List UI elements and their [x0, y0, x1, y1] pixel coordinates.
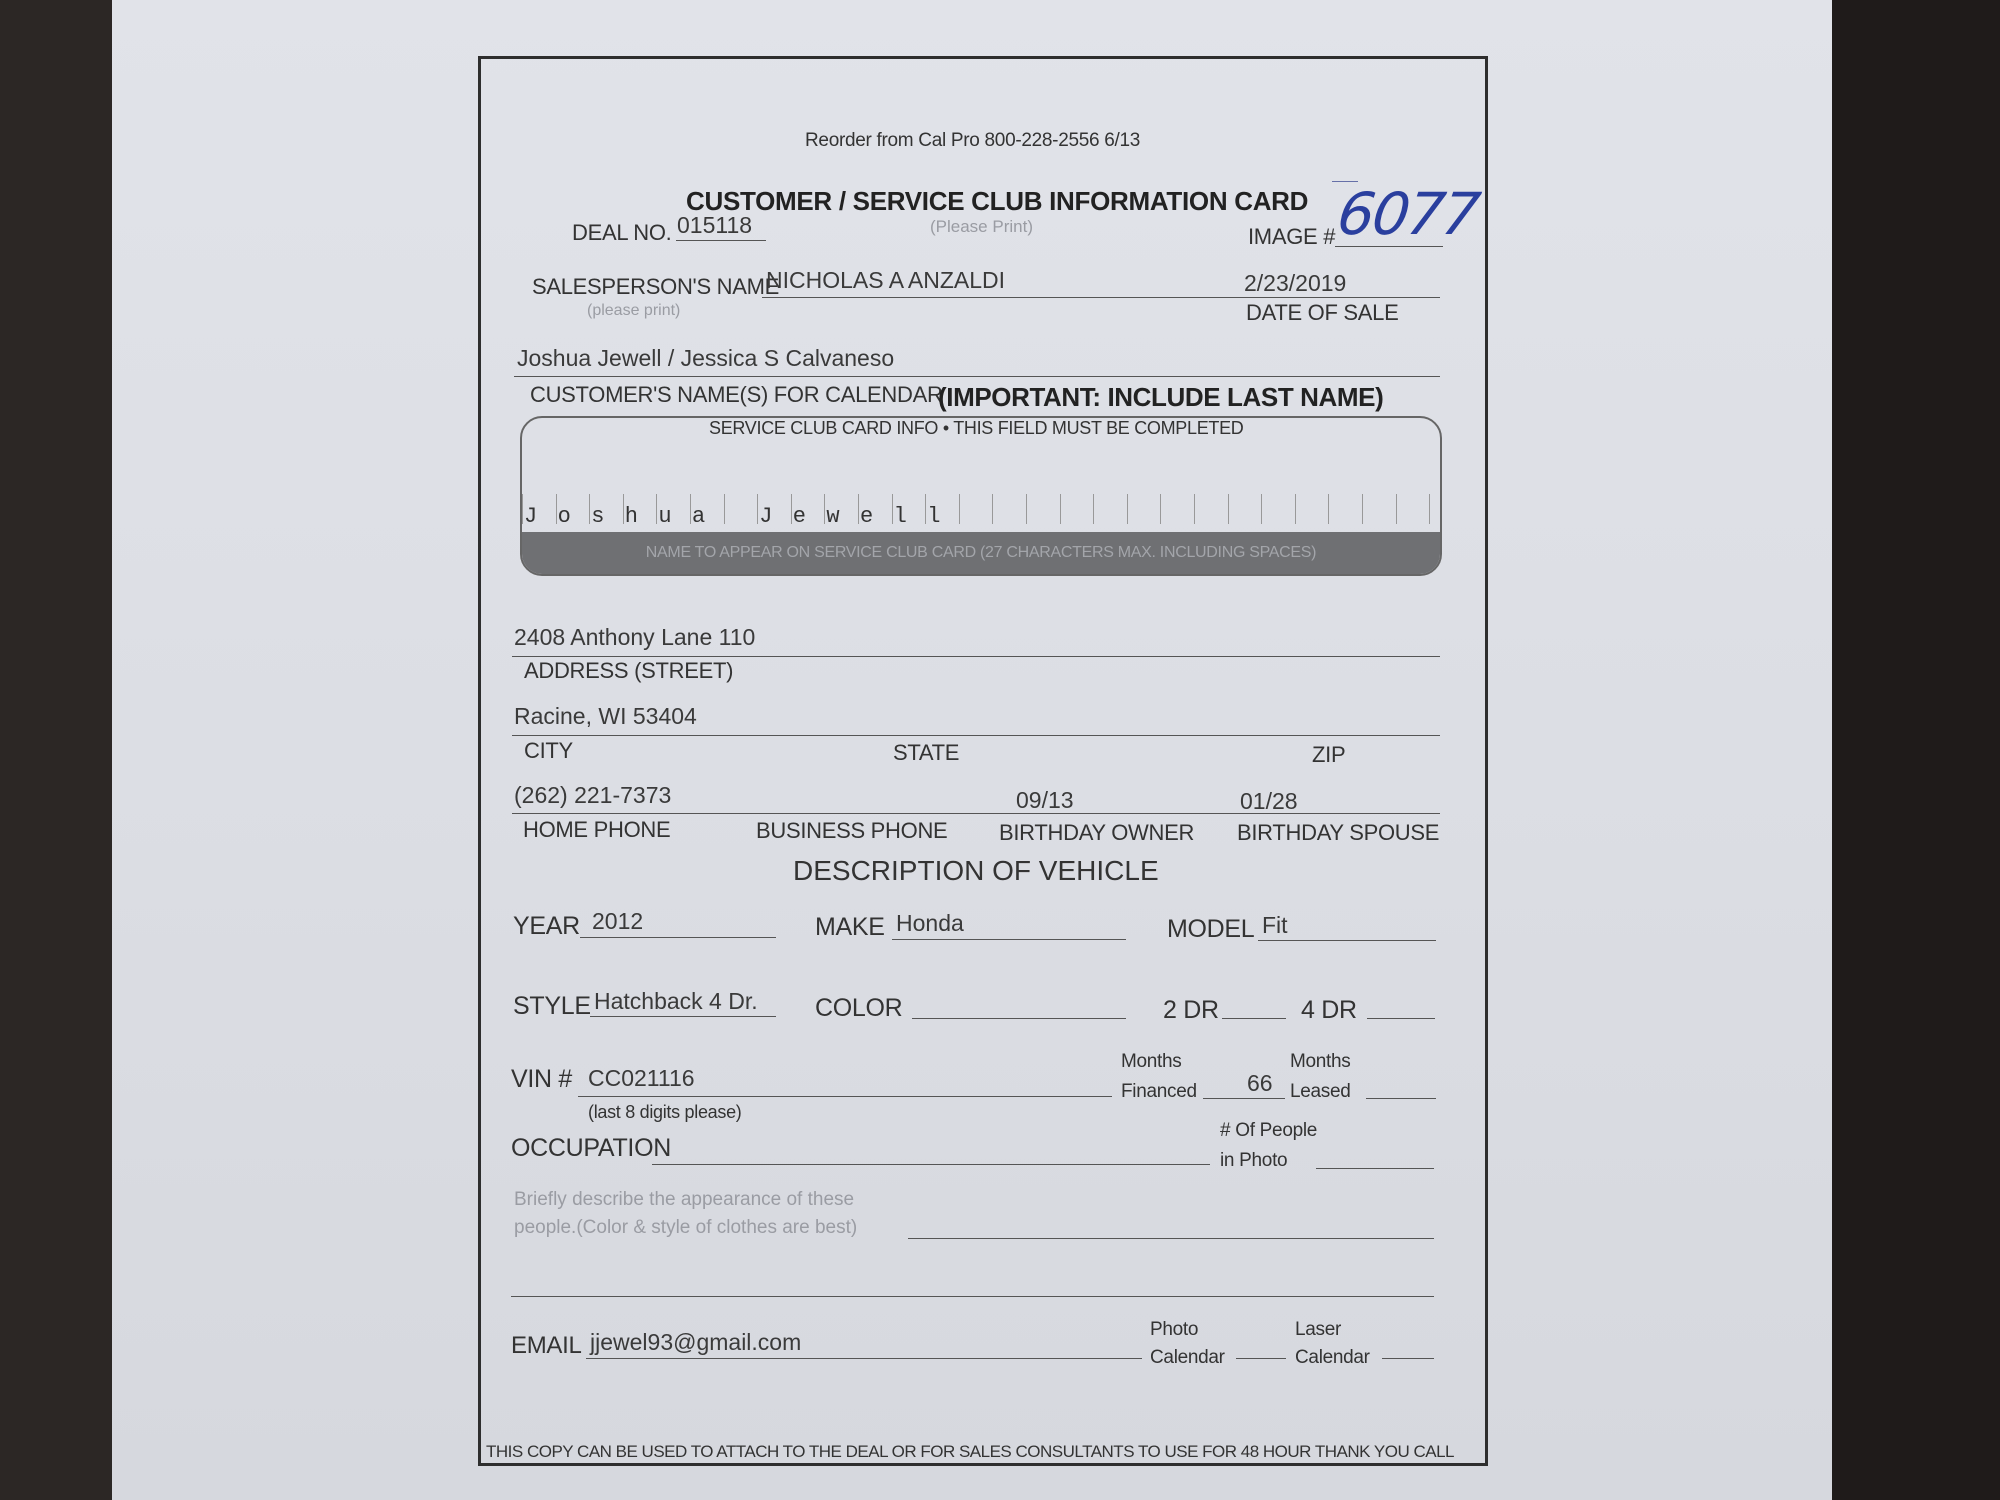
- character-cell-divider: [623, 494, 624, 524]
- style-line: [590, 1016, 776, 1017]
- four-door-line: [1367, 1018, 1435, 1019]
- service-club-header: SERVICE CLUB CARD INFO • THIS FIELD MUST BE COMPLETED: [709, 418, 1244, 438]
- year-value: 2012: [592, 908, 644, 934]
- birthday-owner-value: 09/13: [1016, 787, 1074, 813]
- salesperson-label: SALESPERSON'S NAME: [532, 274, 779, 299]
- character-cell-divider: [1060, 494, 1061, 524]
- describe-note-2: people.(Color & style of clothes are best): [514, 1217, 858, 1238]
- vin-sub-note: (last 8 digits please): [588, 1102, 742, 1122]
- people-in-photo-line: [1316, 1168, 1434, 1169]
- make-label: MAKE: [815, 913, 885, 941]
- character-cell-divider: [757, 494, 758, 524]
- photo-calendar-line: [1236, 1358, 1286, 1359]
- people-in-photo-label-2: in Photo: [1220, 1150, 1288, 1171]
- character-cell: l: [927, 504, 941, 529]
- character-cell-divider: [892, 494, 893, 524]
- photo-calendar-label-2: Calendar: [1150, 1347, 1225, 1368]
- photo-calendar-label-1: Photo: [1150, 1319, 1199, 1340]
- city-label: CITY: [524, 738, 573, 763]
- make-line: [892, 939, 1126, 940]
- model-value: Fit: [1262, 912, 1288, 938]
- character-cell-divider: [1026, 494, 1027, 524]
- customer-names-label: CUSTOMER'S NAME(S) FOR CALENDAR: [530, 382, 943, 407]
- character-cell-divider: [1396, 494, 1397, 524]
- describe-extra-line: [511, 1296, 1434, 1297]
- date-of-sale-value: 2/23/2019: [1244, 270, 1347, 296]
- style-label: STYLE: [513, 992, 591, 1020]
- birthday-spouse-value: 01/28: [1240, 788, 1298, 814]
- image-no-dash: [1332, 181, 1358, 182]
- occupation-line: [652, 1164, 1210, 1165]
- date-of-sale-label: DATE OF SALE: [1246, 300, 1399, 325]
- background-right: [1832, 0, 2000, 1500]
- important-note: (IMPORTANT: INCLUDE LAST NAME): [938, 382, 1384, 412]
- character-cell: a: [692, 504, 706, 529]
- service-club-card-field: [520, 416, 1442, 576]
- character-cell: J: [524, 504, 538, 529]
- email-value: jjewel93@gmail.com: [590, 1329, 802, 1355]
- vehicle-section-title: DESCRIPTION OF VEHICLE: [793, 855, 1159, 886]
- months-financed-line: [1203, 1098, 1285, 1099]
- style-value: Hatchback 4 Dr.: [594, 988, 758, 1014]
- character-cell-divider: [690, 494, 691, 524]
- character-cell: w: [826, 504, 840, 529]
- deal-no-value: 015118: [677, 212, 753, 238]
- character-cell: J: [759, 504, 773, 529]
- street-value: 2408 Anthony Lane 110: [514, 624, 756, 650]
- character-cell-divider: [589, 494, 590, 524]
- model-label: MODEL: [1167, 915, 1255, 943]
- vin-label: VIN #: [511, 1065, 573, 1093]
- character-cell-divider: [925, 494, 926, 524]
- reorder-text: Reorder from Cal Pro 800-228-2556 6/13: [805, 130, 1141, 151]
- email-line: [586, 1358, 1142, 1359]
- character-cell-divider: [992, 494, 993, 524]
- character-cell-divider: [1295, 494, 1296, 524]
- home-phone-value: (262) 221-7373: [514, 782, 672, 808]
- vin-line: [578, 1096, 1112, 1097]
- months-financed-label-2: Financed: [1121, 1081, 1197, 1102]
- people-in-photo-label-1: # Of People: [1220, 1120, 1318, 1141]
- character-cell-divider: [1228, 494, 1229, 524]
- city-line: [512, 735, 1440, 736]
- months-leased-line: [1366, 1098, 1436, 1099]
- laser-calendar-line: [1382, 1358, 1434, 1359]
- two-door-label: 2 DR: [1163, 996, 1219, 1024]
- year-label: YEAR: [513, 912, 580, 940]
- salesperson-sub: (please print): [587, 302, 681, 319]
- laser-calendar-label-1: Laser: [1295, 1319, 1342, 1340]
- phones-line: [512, 813, 1440, 814]
- street-line: [512, 656, 1440, 657]
- months-financed-label-1: Months: [1121, 1051, 1182, 1072]
- months-leased-label-1: Months: [1290, 1051, 1351, 1072]
- character-cell-divider: [1261, 494, 1262, 524]
- home-phone-label: HOME PHONE: [523, 817, 671, 842]
- character-cell: o: [557, 504, 571, 529]
- deal-no-line: [676, 240, 766, 241]
- occupation-label: OCCUPATION: [511, 1134, 671, 1162]
- card-title: CUSTOMER / SERVICE CLUB INFORMATION CARD: [686, 186, 1309, 216]
- character-cell: h: [624, 504, 638, 529]
- character-cell: u: [658, 504, 672, 529]
- character-cell-divider: [791, 494, 792, 524]
- city-value: Racine, WI 53404: [514, 703, 697, 729]
- image-no-handwritten: 6077: [1333, 180, 1483, 248]
- service-club-band-text: NAME TO APPEAR ON SERVICE CLUB CARD (27 CHARACTERS MAX. INCLUDING SPACES): [645, 544, 1317, 561]
- describe-line: [908, 1238, 1434, 1239]
- character-cell-divider: [824, 494, 825, 524]
- character-cell: s: [591, 504, 605, 529]
- email-label: EMAIL: [511, 1332, 582, 1359]
- service-club-band: [522, 532, 1440, 574]
- character-cell-divider: [1328, 494, 1329, 524]
- character-cell-divider: [858, 494, 859, 524]
- character-cell-divider: [1429, 494, 1430, 524]
- character-cell-divider: [1362, 494, 1363, 524]
- image-no-label: IMAGE #: [1248, 224, 1336, 249]
- footer-note: THIS COPY CAN BE USED TO ATTACH TO THE DEAL OR FOR SALES CONSULTANTS TO USE FOR 48 HOUR THANK YOU CALL: [486, 1442, 1454, 1461]
- character-cell: e: [860, 504, 874, 529]
- character-cell-divider: [522, 494, 523, 524]
- customer-names-line: [514, 376, 1440, 377]
- salesperson-value: NICHOLAS A ANZALDI: [766, 267, 1006, 293]
- color-line: [912, 1018, 1126, 1019]
- four-door-label: 4 DR: [1301, 996, 1357, 1024]
- state-label: STATE: [893, 740, 960, 765]
- color-label: COLOR: [815, 994, 903, 1022]
- street-label: ADDRESS (STREET): [524, 658, 734, 683]
- months-financed-value: 66: [1247, 1070, 1273, 1096]
- model-line: [1258, 940, 1436, 941]
- birthday-owner-label: BIRTHDAY OWNER: [999, 820, 1195, 845]
- character-cell-divider: [656, 494, 657, 524]
- character-cell: e: [792, 504, 806, 529]
- character-cell-divider: [1093, 494, 1094, 524]
- character-cell: l: [893, 504, 907, 529]
- business-phone-label: BUSINESS PHONE: [756, 818, 948, 843]
- character-cell-divider: [959, 494, 960, 524]
- deal-no-label: DEAL NO.: [572, 220, 672, 245]
- two-door-line: [1222, 1018, 1286, 1019]
- character-cell-divider: [1160, 494, 1161, 524]
- background-left: [0, 0, 112, 1500]
- character-cell-divider: [1127, 494, 1128, 524]
- year-line: [580, 937, 776, 938]
- make-value: Honda: [896, 910, 964, 936]
- salesperson-line: [762, 297, 1440, 298]
- character-cell-divider: [1194, 494, 1195, 524]
- please-print-note: (Please Print): [930, 217, 1033, 236]
- describe-note-1: Briefly describe the appearance of these: [514, 1189, 855, 1210]
- customer-names-value: Joshua Jewell / Jessica S Calvaneso: [517, 345, 895, 371]
- character-cell-divider: [556, 494, 557, 524]
- zip-label: ZIP: [1312, 742, 1346, 767]
- vin-value: CC021116: [588, 1065, 695, 1091]
- months-leased-label-2: Leased: [1290, 1081, 1351, 1102]
- laser-calendar-label-2: Calendar: [1295, 1347, 1370, 1368]
- birthday-spouse-label: BIRTHDAY SPOUSE: [1237, 820, 1440, 845]
- image-no-line: [1335, 246, 1443, 247]
- character-cell-divider: [724, 494, 725, 524]
